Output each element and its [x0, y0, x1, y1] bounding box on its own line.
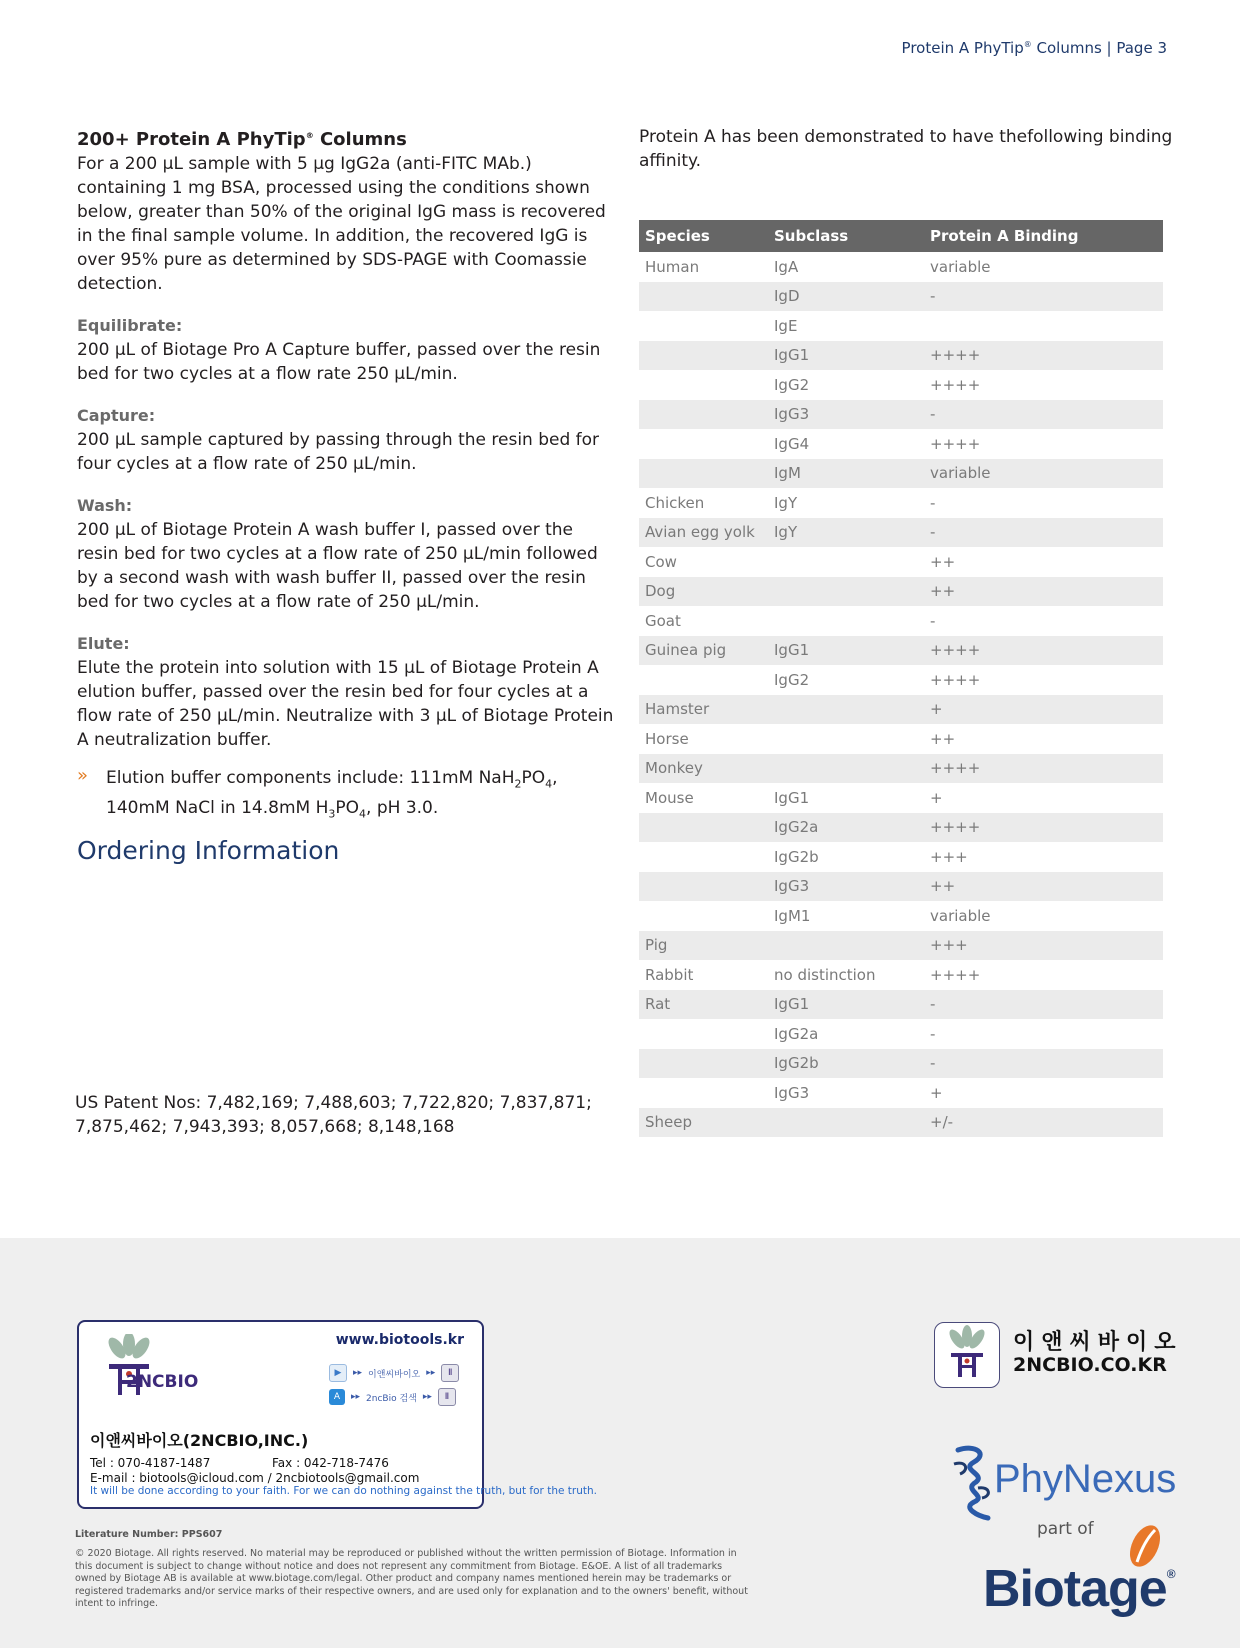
cell-subclass: IgG2a [774, 1024, 819, 1043]
table-row [639, 1108, 1163, 1138]
table-body [639, 252, 1163, 1137]
table-row [639, 665, 1163, 695]
header-species: Species [639, 220, 768, 252]
bullet-marker-icon: » [77, 765, 89, 786]
cell-species [639, 311, 768, 341]
bullet-text-3: , 140mM NaCl in 14.8mM H [106, 768, 558, 819]
cell-binding: + [924, 695, 1163, 725]
step-text-wash: 200 µL of Biotage Protein A wash buffer I, passed over the resin bed for two cycles at a flow rate of 250 µL/min followed by a second wash with wash buffer II, passed over the resin bed for two cycles at a flow rate of 250 µL/min. [77, 520, 598, 612]
table-row [639, 311, 1163, 341]
cell-subclass: IgG4 [774, 434, 810, 453]
cell-binding: ++++ [930, 375, 981, 394]
cell-binding: - [930, 493, 936, 512]
cell-species [639, 872, 768, 902]
cell-subclass [768, 577, 924, 607]
cell-subclass: IgG3 [768, 872, 924, 902]
header-reg-mark: ® [1023, 40, 1032, 49]
cell-species: Mouse [645, 788, 694, 807]
cell-species: Avian egg yolk [639, 518, 768, 548]
cell-subclass [768, 695, 924, 725]
patent-numbers: US Patent Nos: 7,482,169; 7,488,603; 7,722,820; 7,837,871; 7,875,462; 7,943,393; 8,057,668; 8,148,168 [75, 1093, 592, 1137]
cell-subclass: IgG1 [768, 990, 924, 1020]
step-text-elute: Elute the protein into solution with 15 µL of Biotage Protein A elution buffer, passed over the resin bed for four cycles at a flow rate of 250 µL/min. Neutralize with 3 µL of Biotage Protein A neutralization buffer. [77, 658, 614, 750]
cell-binding: - [924, 990, 1163, 1020]
store-label-1: 이앤씨바이오 [368, 1369, 421, 1380]
card-company-name: 이앤씨바이오(2NCBIO,INC.) [90, 1431, 309, 1450]
cell-subclass: IgE [774, 316, 798, 335]
cell-subclass: IgG1 [768, 341, 924, 371]
card-logo-text: 2NCBIO [126, 1372, 199, 1392]
cell-species [639, 842, 768, 872]
table-row [639, 547, 1163, 577]
card-slogan: It will be done according to your faith. For we can do nothing against the truth, but for the truth. [90, 1485, 597, 1497]
cell-binding: - [924, 1049, 1163, 1079]
step-text-capture: 200 µL sample captured by passing through the resin bed for four cycles at a flow rate of 250 µL/min. [77, 430, 600, 474]
cell-subclass [768, 724, 924, 754]
section-title [77, 124, 617, 152]
table-row [639, 488, 1163, 518]
table-row [639, 1078, 1163, 1108]
binding-affinity-table [639, 220, 1163, 1137]
google-play-row [329, 1364, 459, 1382]
step-heading-wash: Wash: [77, 496, 133, 515]
cell-species: Cow [645, 552, 677, 571]
cell-binding: +++ [924, 931, 1163, 961]
cell-binding: - [924, 282, 1163, 312]
cell-binding: ++++ [930, 434, 981, 453]
section-title-text: 200+ Protein A PhyTip [77, 129, 306, 150]
business-card [77, 1320, 597, 1509]
cell-species [639, 429, 768, 459]
header-binding: Protein A Binding [924, 220, 1163, 252]
cell-species [639, 400, 768, 430]
2ncbio-small-icon: Ⅱ [438, 1388, 456, 1406]
cell-species: Guinea pig [639, 636, 768, 666]
cell-binding: ++++ [924, 813, 1163, 843]
section-title-reg: ® [305, 131, 314, 140]
cell-species [639, 665, 768, 695]
cell-species: Horse [645, 729, 689, 748]
header-page-label: Columns | Page 3 [1031, 39, 1167, 57]
card-url[interactable]: www.biotools.kr [335, 1332, 464, 1348]
step-heading-capture: Capture: [77, 406, 156, 425]
table-row [639, 518, 1163, 548]
table-row [639, 783, 1163, 813]
cell-species [639, 341, 768, 371]
cell-subclass [768, 1108, 924, 1138]
cell-binding: variable [930, 906, 991, 925]
table-row [639, 606, 1163, 636]
table-row [639, 370, 1163, 400]
ordering-information-title: Ordering Information [77, 836, 340, 865]
card-email[interactable]: E-mail : biotools@icloud.com / 2ncbiotools@gmail.com [90, 1471, 420, 1485]
store-label-2: 2ncBio 검색 [366, 1393, 417, 1404]
table-row [639, 724, 1163, 754]
cell-binding: + [930, 1083, 943, 1102]
bullet-sub-1: 2 [514, 777, 522, 791]
cell-binding: ++ [924, 577, 1163, 607]
bullet-text-5: , pH 3.0. [366, 798, 439, 819]
cell-binding: +/- [924, 1108, 1163, 1138]
bullet-sub-3: 3 [328, 807, 336, 821]
intro-paragraph: For a 200 µL sample with 5 µg IgG2a (anti-FITC MAb.) containing 1 mg BSA, processed using the conditions shown below, greater than 50% of the original IgG mass is recovered in the final sample volume. In addition, the recovered IgG is over 95% pure as determined by SDS-PAGE with Coomassie detection. [77, 154, 606, 294]
cell-subclass: IgY [768, 518, 924, 548]
store-arrows-2b: ▸▸ [422, 1392, 432, 1402]
cell-species [639, 459, 768, 489]
card-tel: Tel : 070-4187-1487 [90, 1456, 211, 1470]
cell-species [639, 1019, 768, 1049]
card-fax: Fax : 042-718-7476 [272, 1456, 389, 1470]
cell-binding: - [924, 400, 1163, 430]
cell-species: Goat [645, 611, 681, 630]
bullet-sub-4: 4 [359, 807, 367, 821]
table-row [639, 754, 1163, 784]
table-row [639, 872, 1163, 902]
cell-subclass: IgA [774, 257, 799, 276]
bullet-text-4: PO [335, 798, 360, 819]
table-row [639, 990, 1163, 1020]
cell-subclass: IgG2a [768, 813, 924, 843]
store-arrows-1b: ▸▸ [426, 1368, 436, 1378]
cell-subclass [768, 754, 924, 784]
2ncbio-small-icon: Ⅱ [441, 1364, 459, 1382]
biotage-name: Biotage [983, 1560, 1167, 1618]
step-heading-equilibrate: Equilibrate: [77, 316, 183, 335]
bullet-text-1: Elution buffer components include: 111mM NaH [106, 768, 515, 788]
cell-species [639, 282, 768, 312]
literature-number: Literature Number: PPS607 [75, 1529, 223, 1540]
bullet-text-2: PO [521, 768, 546, 788]
part-of-label: part of [1037, 1519, 1094, 1539]
cell-species [639, 901, 768, 931]
table-row [639, 842, 1163, 872]
cell-binding: - [930, 1024, 936, 1043]
cell-species: Monkey [639, 754, 768, 784]
table-row [639, 1019, 1163, 1049]
cell-subclass: IgY [774, 493, 798, 512]
table-row [639, 252, 1163, 282]
cell-binding: ++++ [924, 636, 1163, 666]
cell-subclass: IgG2b [774, 847, 819, 866]
biotage-reg: ® [1166, 1567, 1175, 1581]
step-text-equilibrate: 200 µL of Biotage Pro A Capture buffer, passed over the resin bed for two cycles at a flow rate 250 µL/min. [77, 340, 601, 384]
binding-intro: Protein A has been demonstrated to have thefollowing binding affinity. [639, 127, 1173, 171]
table-row [639, 960, 1163, 990]
cell-species [639, 370, 768, 400]
header-subclass: Subclass [768, 220, 924, 252]
2ncbio-logo-icon [91, 1334, 201, 1404]
bullet-sub-2: 4 [545, 777, 553, 791]
cell-subclass [768, 931, 924, 961]
cell-subclass [768, 606, 924, 636]
2ncbio-brand-logo-icon [934, 1322, 1000, 1388]
brand-korean-name: 이앤씨바이오 [1013, 1330, 1183, 1355]
copyright-notice: © 2020 Biotage. All rights reserved. No material may be reproduced or published without the written permission of Biotage. Information in this document is subject to change without notice and does not represent any commitment from Biotage. E&OE. A list of all trademarks owned by Biotage AB is available at www.biotage.com/legal. Other product and company names mentioned herein may be trademarks or registered trademarks and/or service marks of their respective owners, and are used only for explanation and to the owners' benefit, without intent to infringe. [75, 1548, 748, 1609]
card-contact [90, 1456, 419, 1486]
cell-binding: ++ [924, 872, 1163, 902]
table-row [639, 429, 1163, 459]
cell-subclass: IgG1 [774, 788, 810, 807]
table-row [639, 341, 1163, 371]
cell-species: Rat [639, 990, 768, 1020]
cell-binding: ++++ [924, 754, 1163, 784]
cell-subclass: IgG2 [774, 375, 810, 394]
cell-binding: ++++ [930, 965, 981, 984]
table-row [639, 459, 1163, 489]
cell-binding: variable [930, 257, 991, 276]
cell-species [639, 1049, 768, 1079]
cell-species: Sheep [639, 1108, 768, 1138]
cell-binding: ++ [930, 729, 956, 748]
phynexus-wordmark: PhyNexus [994, 1457, 1177, 1501]
cell-binding: - [930, 611, 936, 630]
cell-binding: + [930, 788, 943, 807]
cell-subclass: IgD [768, 282, 924, 312]
cell-species: Pig [639, 931, 768, 961]
table-row [639, 282, 1163, 312]
cell-subclass: IgG1 [768, 636, 924, 666]
cell-subclass: IgG2b [768, 1049, 924, 1079]
cell-subclass: IgG3 [768, 400, 924, 430]
app-store-row [329, 1388, 456, 1406]
section-title-rest: Columns [313, 129, 407, 150]
cell-species [639, 813, 768, 843]
table-row [639, 931, 1163, 961]
cell-binding [924, 311, 1163, 341]
table-row [639, 636, 1163, 666]
step-heading-elute: Elute: [77, 634, 130, 653]
table-row [639, 1049, 1163, 1079]
table-row [639, 577, 1163, 607]
page-header [902, 39, 1167, 57]
cell-subclass [768, 547, 924, 577]
cell-species: Hamster [639, 695, 768, 725]
cell-subclass: IgM [768, 459, 924, 489]
cell-binding: ++ [930, 552, 956, 571]
table-header-row [639, 220, 1163, 252]
cell-species: Rabbit [645, 965, 694, 984]
cell-binding: - [924, 518, 1163, 548]
table-row [639, 695, 1163, 725]
cell-binding: ++++ [930, 670, 981, 689]
cell-subclass: IgG3 [774, 1083, 810, 1102]
cell-subclass: IgM1 [774, 906, 811, 925]
cell-binding: +++ [930, 847, 968, 866]
cell-binding: variable [924, 459, 1163, 489]
elution-buffer-bullet [77, 766, 617, 827]
table-row [639, 901, 1163, 931]
google-play-icon[interactable]: ▶ [329, 1364, 347, 1382]
cell-species: Dog [639, 577, 768, 607]
cell-subclass: IgG2 [774, 670, 810, 689]
store-arrows-1: ▸▸ [353, 1368, 363, 1378]
cell-species: Chicken [645, 493, 705, 512]
cell-species: Human [645, 257, 700, 276]
header-product: Protein A PhyTip [901, 39, 1024, 57]
left-column [77, 124, 617, 827]
store-arrows-2: ▸▸ [351, 1392, 361, 1402]
table-row [639, 400, 1163, 430]
cell-binding: ++++ [924, 341, 1163, 371]
cell-species [639, 1078, 768, 1108]
table-row [639, 813, 1163, 843]
brand-url[interactable]: 2NCBIO.CO.KR [1013, 1354, 1167, 1376]
app-store-icon[interactable]: A [329, 1389, 345, 1405]
phynexus-protein-icon [948, 1444, 1000, 1522]
cell-subclass: no distinction [774, 965, 876, 984]
biotage-wordmark [983, 1559, 1175, 1619]
